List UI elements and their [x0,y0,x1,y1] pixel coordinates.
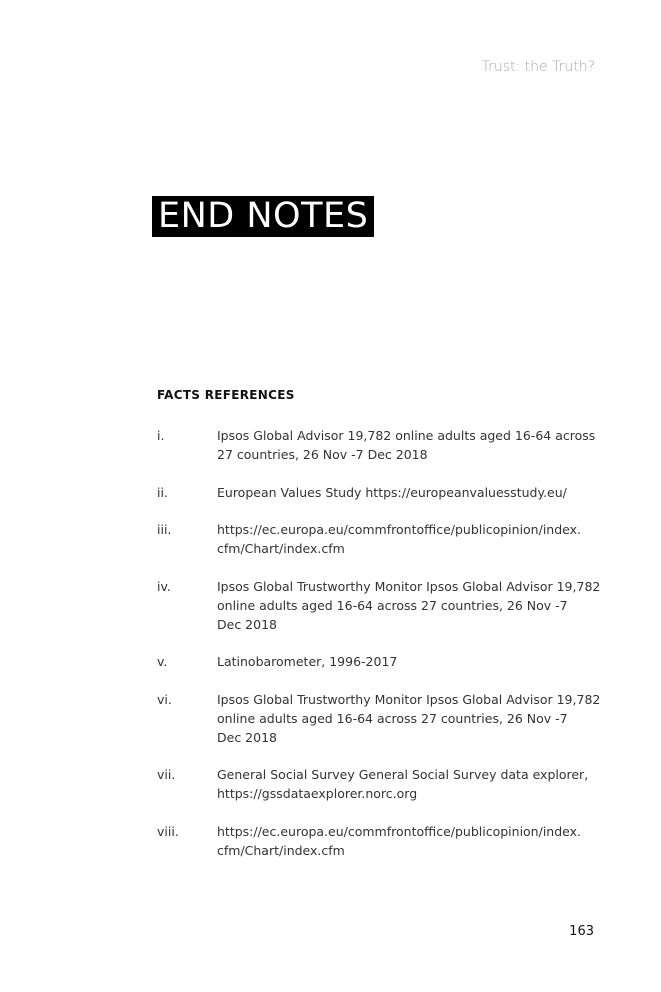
endnote-text [217,577,607,634]
endnote-item [157,822,607,860]
endnote-text [217,652,607,671]
endnote-line: 27 countries, 26 Nov -7 Dec 2018 [217,447,428,462]
endnote-line: Dec 2018 [217,729,277,745]
endnote-item [157,690,607,747]
endnote-item [157,577,607,634]
section-heading: FACTS REFERENCES [157,388,295,402]
endnote-line: Latinobarometer, 1996-2017 [217,654,398,669]
endnote-number: v. [157,654,168,669]
endnote-line: https://ec.europa.eu/commfrontoffice/publicopinion/index. [217,522,581,537]
endnote-line: online adults aged 16-64 across 27 countries, 26 Nov -7 [217,710,568,726]
endnote-line: https://ec.europa.eu/commfrontoffice/publicopinion/index. [217,823,581,839]
endnote-text [217,426,607,464]
endnote-item [157,520,607,558]
endnote-line: General Social Survey General Social Survey data explorer, [217,767,589,782]
running-header: Trust: the Truth? [481,59,595,75]
endnote-item [157,483,607,502]
endnote-number: iv. [157,578,171,594]
endnote-number: ii. [157,484,168,500]
endnote-item [157,765,607,803]
endnote-line: https://gssdataexplorer.norc.org [217,786,418,801]
endnote-line: Ipsos Global Trustworthy Monitor Ipsos Global Advisor 19,782 [217,691,601,707]
endnote-number: viii. [157,823,179,839]
endnote-number: iii. [157,522,172,537]
endnote-text [217,765,607,803]
endnote-number: i. [157,428,165,443]
endnote-line: cfm/Chart/index.cfm [217,541,345,556]
endnote-line: Ipsos Global Advisor 19,782 online adults aged 16-64 across [217,428,596,443]
endnote-text [217,690,607,747]
endnote-number: vii. [157,767,176,782]
page-number: 163 [569,924,594,939]
endnote-line: European Values Study https://europeanvaluesstudy.eu/ [217,484,567,500]
page-title: END NOTES [152,196,374,237]
endnote-text [217,520,607,558]
endnote-item [157,652,607,671]
endnote-item [157,426,607,464]
endnotes-list [157,426,607,878]
endnote-text [217,483,607,502]
endnote-line: Dec 2018 [217,616,277,632]
endnote-number: vi. [157,691,172,707]
endnote-line: cfm/Chart/index.cfm [217,842,345,858]
endnote-line: Ipsos Global Trustworthy Monitor Ipsos Global Advisor 19,782 [217,578,601,594]
endnote-line: online adults aged 16-64 across 27 countries, 26 Nov -7 [217,597,568,613]
endnote-text [217,822,607,860]
